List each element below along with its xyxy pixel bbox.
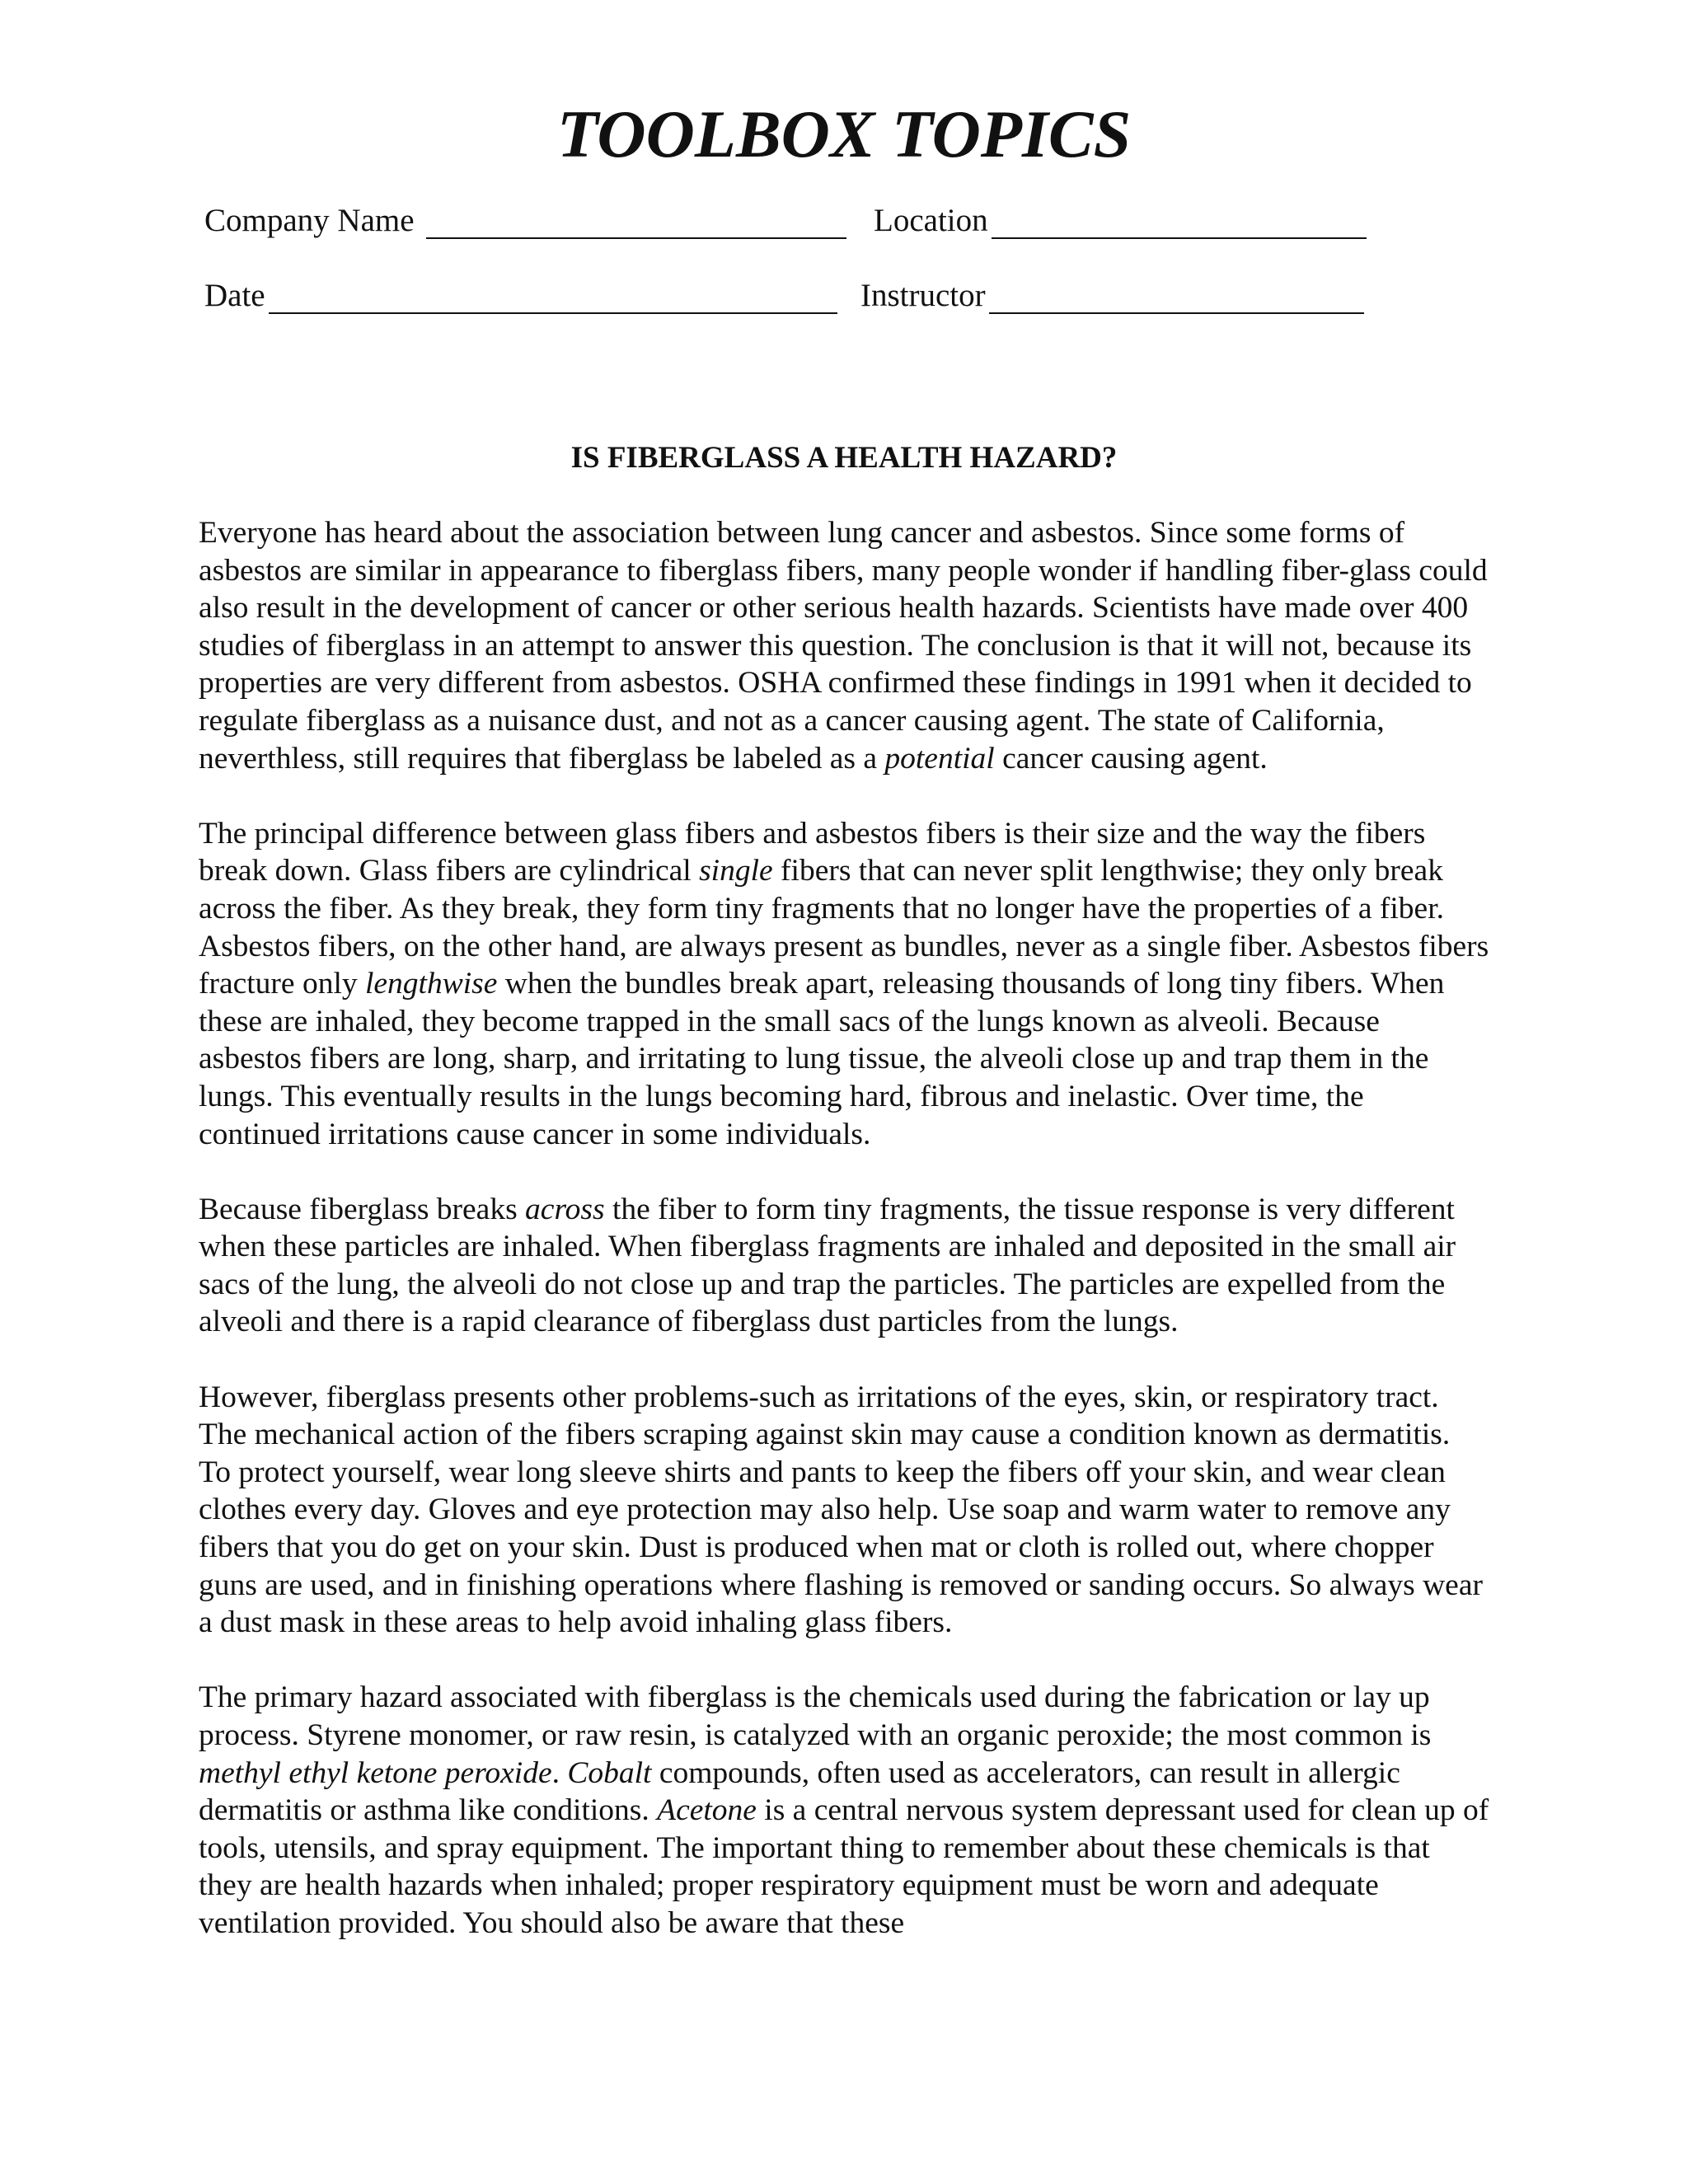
text-run: Everyone has heard about the association between lung cancer and asbestos. Since some forms of asbestos are similar in appearance to fiberglass fibers, many people wonder if handling fiber-glass could also result in the development of cancer or other serious health hazards. Scientists have made over 400 studies of fiberglass in an attempt to answer this question. The conclusion is that it will not, because its properties are very different from asbestos. OSHA confirmed these findings in 1991 when it decided to regulate fiberglass as a nuisance dust, and not as a cancer causing agent. The state of California, neverthless, still requires that fiberglass be labeled as a (199, 516, 1488, 776)
date-field[interactable] (204, 273, 837, 314)
emphasis-text: Acetone (657, 1793, 757, 1828)
paragraph-3 (199, 1191, 1489, 1341)
emphasis-text: potential (884, 741, 995, 776)
location-label: Location (874, 203, 988, 238)
article-heading: IS FIBERGLASS A HEALTH HAZARD? (570, 441, 1118, 475)
text-run: Because fiberglass breaks (199, 1192, 526, 1226)
text-run: However, fiberglass presents other problems-such as irritations of the eyes, skin, or respiratory tract. The mechanical action of the fibers scraping against skin may cause a condition known as dermatitis. To protect yourself, wear long sleeve shirts and pants to keep the fibers off your skin, and wear clean clothes every day. Gloves and eye protection may also help. Use soap and warm water to remove any fibers that you do get on your skin. Dust is produced when mat or cloth is rolled out, where chopper guns are used, and in finishing operations where flashing is removed or sanding occurs. So always wear a dust mask in these areas to help avoid inhaling glass fibers. (199, 1380, 1483, 1640)
paragraph-2 (199, 815, 1489, 1153)
text-run: . (551, 1755, 568, 1790)
instructor-field[interactable] (860, 273, 1364, 314)
emphasis-text: single (699, 854, 773, 888)
instructor-label: Instructor (860, 278, 986, 313)
instructor-blank[interactable] (989, 279, 1364, 314)
text-run: the fiber to form tiny fragments, the tissue response is very different when these particles are inhaled. When fiberglass fragments are inhaled and deposited in the small air sacs of the lung, the alveoli do not close up and trap the particles. The particles are expelled from the alveoli and there is a rapid clearance of fiberglass dust particles from the lungs. (199, 1192, 1456, 1339)
location-blank[interactable] (992, 204, 1367, 239)
emphasis-text: lengthwise (364, 967, 498, 1001)
emphasis-text: across (525, 1192, 605, 1226)
form-row-date-instructor (0, 273, 1688, 322)
company-name-field[interactable] (204, 198, 846, 239)
emphasis-text: methyl ethyl ketone peroxide (199, 1755, 552, 1790)
text-run: compounds, often used as accelerators, can result in allergic dermatitis or asthma like conditions. (199, 1755, 1400, 1828)
company-name-blank[interactable] (426, 204, 846, 239)
location-field[interactable] (874, 198, 1367, 239)
page-title: TOOLBOX TOPICS (556, 96, 1132, 171)
text-run: fibers that can never split lengthwise; they only break across the fiber. As they break, they form tiny fragments that no longer have the properties of a fiber. Asbestos fibers, on the other hand, are always present as bundles, never as a single fiber. Asbestos fibers fracture only (199, 854, 1489, 1001)
text-run: when the bundles break apart, releasing thousands of long tiny fibers. When these are inhaled, they become trapped in the small sacs of the lungs known as alveoli. Because asbestos fibers are long, sharp, and irritating to lung tissue, the alveoli close up and trap them in the lungs. This eventually results in the lungs becoming hard, fibrous and inelastic. Over time, the continued irritations cause cancer in some individuals. (199, 967, 1445, 1151)
article-body (199, 514, 1489, 1980)
date-label: Date (204, 278, 265, 313)
company-name-label: Company Name (204, 203, 415, 238)
text-run: The primary hazard associated with fiberglass is the chemicals used during the fabrication or lay up process. Styrene monomer, or raw resin, is catalyzed with an organic peroxide; the most common is (199, 1680, 1432, 1752)
text-run: cancer causing agent. (994, 741, 1268, 776)
text-run: is a central nervous system depressant used for clean up of tools, utensils, and spray equipment. The important thing to remember about these chemicals is that they are health hazards when inhaled; proper respiratory equipment must be worn and adequate ventilation provided. You should also be aware that these (199, 1793, 1489, 1940)
date-blank[interactable] (269, 279, 837, 314)
form-row-company-location (0, 198, 1688, 247)
paragraph-4 (199, 1379, 1489, 1642)
paragraph-5 (199, 1679, 1489, 1942)
emphasis-text: Cobalt (567, 1755, 652, 1790)
text-run: The principal difference between glass fibers and asbestos fibers is their size and the way the fibers break down. Glass fibers are cylindrical (199, 816, 1426, 888)
paragraph-1 (199, 514, 1489, 777)
